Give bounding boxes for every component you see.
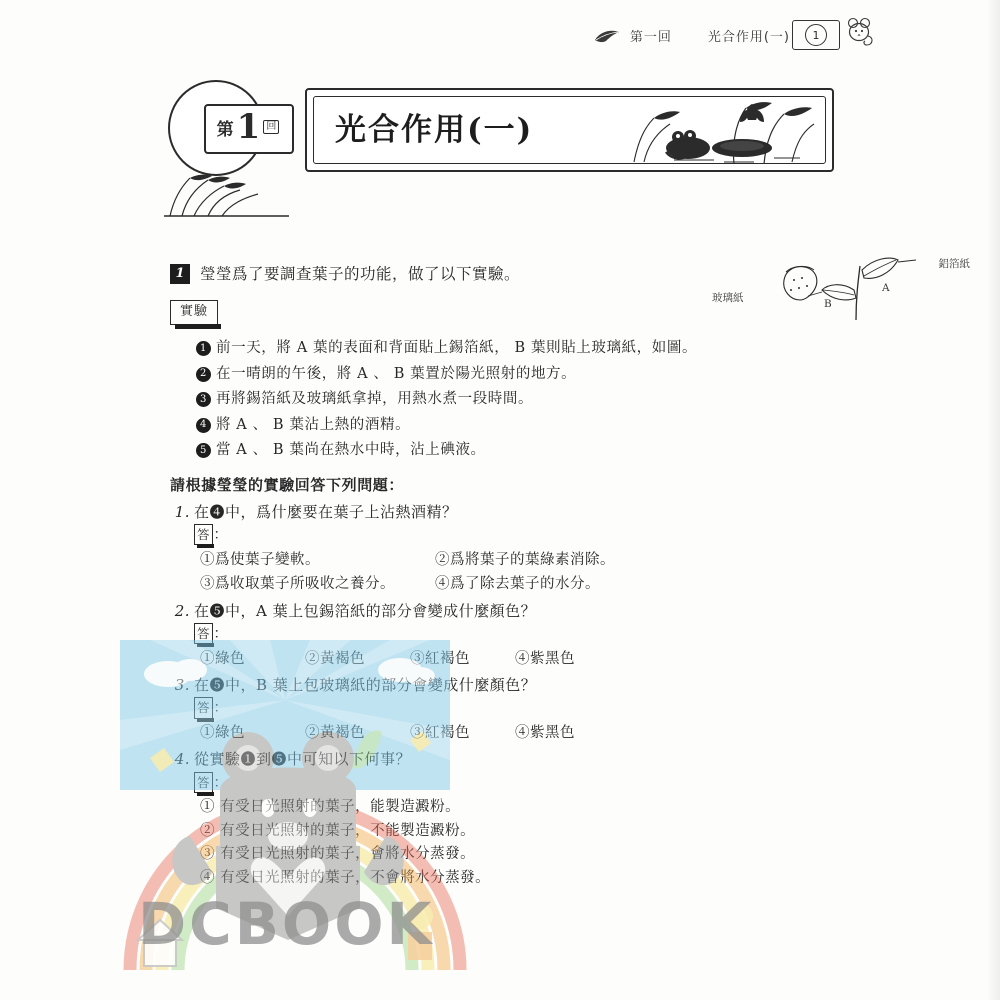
question-number: 1 (170, 264, 190, 284)
sub-question-1 (170, 501, 870, 596)
option-1c[interactable]: ③爲收取葉子所吸收之養分。 (200, 576, 395, 593)
sub-question-3 (170, 674, 870, 744)
running-header-lesson: 第一回 (629, 30, 672, 45)
option-3a[interactable]: ①綠色 (200, 724, 245, 741)
question-stem: 瑩瑩爲了要調查葉子的功能，做了以下實驗。 (200, 265, 521, 283)
option-2a[interactable]: ①綠色 (200, 650, 245, 667)
experiment-step (196, 388, 870, 410)
answer-field-4[interactable] (194, 772, 228, 795)
sub-question-3-text: 在❺中，B 葉上包玻璃紙的部分會變成什麼顏色？ (194, 676, 537, 695)
lesson-suffix: 回 (263, 120, 279, 134)
step-marker: 3 (196, 392, 211, 407)
pond-lotus-illustration (614, 92, 824, 168)
sub-question-1-text: 在❹中，爲什麼要在葉子上沾熱酒精？ (194, 502, 458, 521)
option-3c[interactable]: ③紅褐色 (410, 724, 470, 741)
figure-label-foil: 鋁箔紙 (938, 258, 970, 270)
option-1d[interactable]: ④爲了除去葉子的水分。 (435, 576, 600, 593)
question-block (170, 262, 870, 890)
option-4b[interactable]: ② 有受日光照射的葉子，不能製造澱粉。 (200, 822, 476, 839)
option-4a[interactable]: ① 有受日光照射的葉子，能製造澱粉。 (200, 799, 461, 816)
option-1b[interactable]: ②爲將葉子的葉綠素消除。 (435, 551, 615, 568)
watermark-text: DCBOOK (138, 890, 435, 958)
experiment-steps (170, 337, 870, 461)
figure-label-leaf-a: A (882, 282, 890, 294)
answer-prompt: 請根據瑩瑩的實驗回答下列問題： (170, 475, 405, 494)
figure-label-glass: 玻璃紙 (712, 292, 744, 304)
question-stem-row (170, 262, 870, 286)
experiment-step (196, 337, 870, 359)
sub-question-4-text: 從實驗❶到❺中可知以下何事？ (194, 750, 412, 769)
experiment-step (196, 363, 870, 385)
option-4d[interactable]: ④ 有受日光照射的葉子，不會將水分蒸發。 (200, 869, 491, 886)
option-2c[interactable]: ③紅褐色 (410, 650, 470, 667)
answer-field-1[interactable] (194, 524, 228, 547)
answer-label: 答 (194, 772, 213, 793)
sub-question-3-text-row (170, 674, 870, 697)
lesson-number: 1 (236, 107, 261, 147)
experiment-step (196, 439, 870, 461)
step-text: 將 A 、 B 葉沾上熱的酒精。 (216, 416, 411, 433)
sub-question-1-options-row-1 (200, 549, 870, 571)
step-text: 再將錫箔紙及玻璃紙拿掉，用熱水煮一段時間。 (216, 391, 534, 408)
lesson-badge-text (210, 106, 286, 148)
running-header (594, 26, 790, 45)
answer-colon: ： (213, 527, 228, 543)
answer-colon: ： (213, 700, 228, 717)
sub-question-2-text: 在❺中，A 葉上包錫箔紙的部分會變成什麼顏色？ (194, 601, 537, 620)
step-text: 在一晴朗的午後，將 A 、 B 葉置於陽光照射的地方。 (216, 365, 577, 382)
sub-question-4-text-row (170, 748, 870, 771)
sub-question-3-index: 3. (174, 676, 190, 695)
option-3b[interactable]: ②黃褐色 (305, 724, 365, 741)
experiment-step (196, 414, 870, 436)
chapter-title: 光合作用(一) (335, 112, 534, 148)
answer-colon: ： (213, 625, 228, 642)
step-marker: 5 (196, 443, 211, 458)
sub-question-2-index: 2. (174, 601, 190, 620)
option-4c[interactable]: ③ 有受日光照射的葉子，會將水分蒸發。 (200, 846, 476, 863)
sub-question-4 (170, 748, 870, 889)
sub-question-3-options (200, 722, 870, 744)
option-3d[interactable]: ④紫黑色 (515, 724, 575, 741)
option-2d[interactable]: ④紫黑色 (515, 650, 575, 667)
answer-field-3[interactable] (194, 697, 228, 720)
running-header-title: 光合作用(一) (707, 30, 790, 45)
experiment-label: 實驗 (170, 300, 218, 325)
step-text: 前一天，將 A 葉的表面和背面貼上錫箔紙， B 葉則貼上玻璃紙，如圖。 (216, 340, 698, 357)
option-2b[interactable]: ②黃褐色 (305, 650, 365, 667)
sub-question-2-options (200, 648, 870, 670)
page-number: 1 (805, 24, 827, 46)
grass-decoration (160, 158, 460, 218)
sub-question-4-options (200, 796, 870, 889)
sub-question-2-text-row (170, 600, 870, 623)
lesson-prefix: 第 (216, 119, 234, 140)
step-text: 當 A 、 B 葉尚在熱水中時，沾上碘液。 (216, 442, 486, 459)
figure-label-leaf-b: B (824, 298, 832, 310)
answer-label: 答 (194, 697, 213, 718)
step-marker: 4 (196, 418, 211, 433)
chapter-banner (160, 80, 840, 195)
sub-question-1-text-row (170, 501, 870, 524)
answer-label: 答 (194, 524, 213, 545)
step-marker: 2 (196, 367, 211, 382)
sub-question-2 (170, 600, 870, 670)
answer-colon: ： (213, 774, 228, 791)
option-1a[interactable]: ①爲使葉子變軟。 (200, 551, 320, 568)
answer-label: 答 (194, 623, 213, 644)
sub-question-1-index: 1. (174, 502, 190, 521)
leaf-icon (594, 29, 620, 43)
mouse-icon (840, 14, 880, 54)
sub-question-4-index: 4. (174, 750, 190, 769)
step-marker: 1 (196, 341, 211, 356)
page-number-box (792, 20, 840, 50)
sub-question-1-options-row-2 (200, 573, 870, 595)
answer-field-2[interactable] (194, 623, 228, 646)
